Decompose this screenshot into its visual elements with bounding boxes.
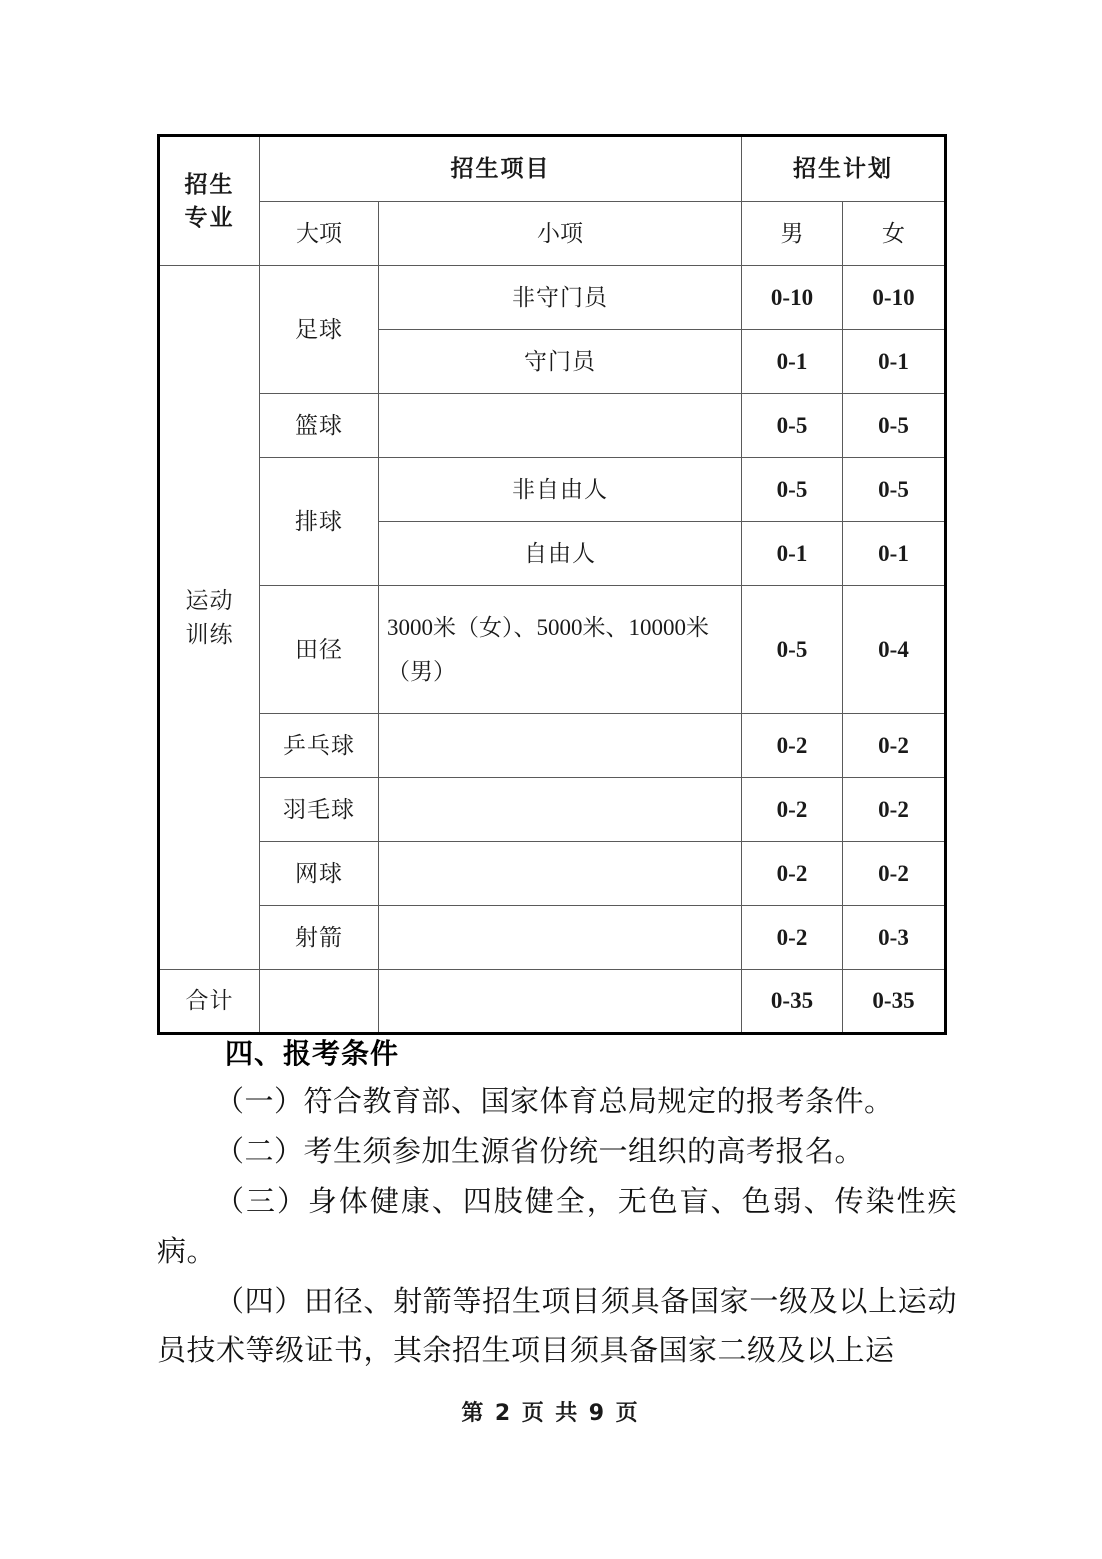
cell-female-count: 0-10: [843, 266, 946, 330]
paragraph-item-4: （四）田径、射箭等招生项目须具备国家一级及以上运动员技术等级证书，其余招生项目须具备国家二级及以上运: [157, 1285, 957, 1368]
cell-male-count: 0-2: [742, 778, 843, 842]
header-small-item: 小项: [379, 202, 742, 266]
cell-major-line1: 运动: [185, 588, 234, 614]
cell-major-line2: 训练: [185, 621, 234, 647]
cell-big-item: 篮球: [260, 394, 379, 458]
cell-small-item: [379, 394, 742, 458]
table-row: [159, 586, 946, 714]
header-program: 招生项目: [260, 136, 742, 202]
header-male: 男: [742, 202, 843, 266]
cell-small-item: 自由人: [379, 522, 742, 586]
cell-female-count: 0-5: [843, 458, 946, 522]
cell-male-count: 0-5: [742, 458, 843, 522]
page-footer: [0, 1396, 1102, 1427]
cell-small-item: [379, 906, 742, 970]
cell-male-count: 0-1: [742, 522, 843, 586]
table-row: [159, 394, 946, 458]
cell-male-count: 0-5: [742, 586, 843, 714]
cell-female-count: 0-2: [843, 842, 946, 906]
header-big-item: 大项: [260, 202, 379, 266]
header-major-field-line1: 招生: [184, 171, 235, 197]
cell-female-count: 0-3: [843, 906, 946, 970]
table-header-row-1: [159, 136, 946, 202]
paragraph-item-3: （三）身体健康、四肢健全，无色盲、色弱、传染性疾病。: [157, 1185, 957, 1268]
cell-small-item: 非守门员: [379, 266, 742, 330]
table-row: [159, 714, 946, 778]
cell-female-count: 0-1: [843, 522, 946, 586]
cell-big-item: 足球: [260, 266, 379, 394]
table-row: [159, 778, 946, 842]
cell-small-item: 3000米（女）、5000米、10000米（男）: [379, 586, 742, 714]
cell-male-count: 0-2: [742, 842, 843, 906]
header-major-field-line2: 专业: [184, 205, 235, 230]
cell-small-item: [379, 842, 742, 906]
table-row: [159, 842, 946, 906]
cell-major-sports-training: [159, 266, 260, 970]
cell-small-item: [379, 778, 742, 842]
cell-female-count: 0-2: [843, 714, 946, 778]
cell-female-count: 0-2: [843, 778, 946, 842]
header-plan: 招生计划: [742, 136, 946, 202]
table-row: [159, 458, 946, 522]
table-row: [159, 906, 946, 970]
paragraph-item-2: （二）考生须参加生源省份统一组织的高考报名。: [215, 1135, 865, 1168]
cell-female-count: 0-4: [843, 586, 946, 714]
footer-middle: 页 共: [521, 1400, 581, 1425]
cell-male-count: 0-2: [742, 714, 843, 778]
cell-male-count: 0-10: [742, 266, 843, 330]
footer-prefix: 第: [461, 1400, 487, 1425]
cell-male-count: 0-5: [742, 394, 843, 458]
cell-small-item: 守门员: [379, 330, 742, 394]
cell-big-item: 排球: [260, 458, 379, 586]
cell-female-count: 0-5: [843, 394, 946, 458]
footer-page-number: 2: [494, 1401, 514, 1426]
cell-big-item: 乒乓球: [260, 714, 379, 778]
table-header-row-2: [159, 202, 946, 266]
footer-total-pages: 9: [588, 1401, 608, 1426]
footer-suffix: 页: [615, 1400, 641, 1425]
cell-total-label: 合计: [159, 970, 260, 1034]
cell-total-small-item: [379, 970, 742, 1034]
enrollment-plan-table-container: [157, 134, 944, 1035]
header-female: 女: [843, 202, 946, 266]
cell-big-item: 网球: [260, 842, 379, 906]
cell-total-female-count: 0-35: [843, 970, 946, 1034]
cell-total-big-item: [260, 970, 379, 1034]
cell-small-item: 非自由人: [379, 458, 742, 522]
table-total-row: [159, 970, 946, 1034]
cell-male-count: 0-1: [742, 330, 843, 394]
cell-big-item: 羽毛球: [260, 778, 379, 842]
paragraph-item-1: （一）符合教育部、国家体育总局规定的报考条件。: [215, 1086, 894, 1118]
cell-small-item: [379, 714, 742, 778]
table-row: [159, 266, 946, 330]
section-body: [157, 1032, 957, 1377]
cell-male-count: 0-2: [742, 906, 843, 970]
enrollment-plan-table: [157, 134, 947, 1035]
cell-big-item: 田径: [260, 586, 379, 714]
section-heading: 四、报考条件: [225, 1037, 400, 1070]
cell-big-item: 射箭: [260, 906, 379, 970]
cell-female-count: 0-1: [843, 330, 946, 394]
cell-total-male-count: 0-35: [742, 970, 843, 1034]
header-major-field: [159, 136, 260, 266]
